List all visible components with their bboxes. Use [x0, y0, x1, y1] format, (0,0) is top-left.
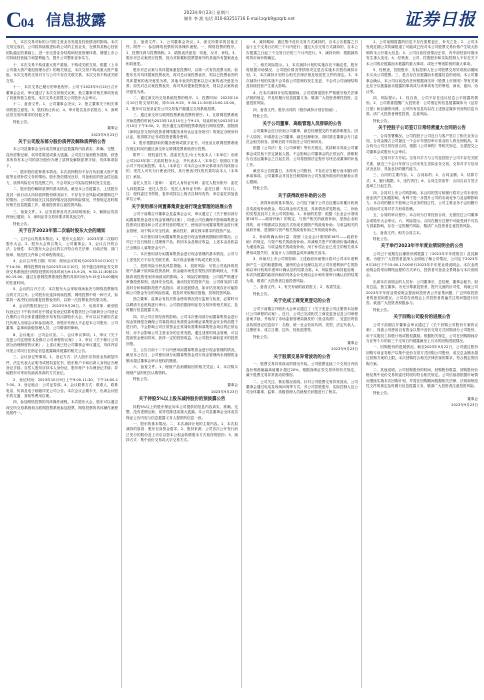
- body-paragraph: 4、会议召开的日期、时间：现场会议时间为2023年10月10日下午14:30；网络投票时间为2023年10月10日，其中通过深圳证券交易所交易系统进行网络投票的具体时间为9:15-9:25，9:30-11:30和13:00-15:00；通过互联网投票系统投票的具体时间为9:15至15:00期间的任意时间。: [6, 259, 118, 285]
- text-column-4: [366, 40, 478, 688]
- notice-heading: 关于控股子公司签订日常经营重大合同的公告: [378, 126, 466, 132]
- body-paragraph: 1、公司前期披露的信息不存在需要更正、补充之处；2、公司未发现近期公共传媒报道了可能或已经对本公司股票交易价格产生较大影响的未公开重大信息；3、公司目前经营情况正常，内外部经营环境未发生重大变化；4、经核查，公司、控股股东和实际控制人不存在关于本公司的应披露而未披露的重大事项，或处于筹划阶段的重大事项。: [366, 40, 478, 66]
- body-paragraph: 持股5%以上的股东保证向本公司提供的信息内容真实、准确、完整，没有虚假记载、误导性陈述或重大遗漏。本公司及董事会全体成员保证公告内容与信息披露义务人提供的信息一致。: [126, 404, 238, 420]
- body-paragraph: 六、备查文件。1、理财产品到期赎回的相关凭证；2、本次购买理财产品的相关认购资料。: [126, 365, 238, 375]
- body-paragraph: 二、通过深交所交易系统投票的程序。1、投票时间：2023年10月10日的交易时间，即9:15-9:25，9:30-11:30和13:00-15:00。2、股东可以登录证券公司交易客户端通过交易系统投票。: [126, 96, 238, 111]
- notice-signature: 董事会: [467, 397, 478, 402]
- body-paragraph: 出席本次说明会的人员有：公司董事长、总经理、董事会秘书、财务总监、独立董事。为充分尊重投资者、提升交流的针对性，现就公司2023年半年度业绩说明会提前向投资者公开征集问题，广泛听取投资者的意见和建议。公司将在说明会上对投资者普遍关注的问题进行回答。欢迎广大投资者积极参与。: [366, 279, 478, 306]
- body-paragraph: 公司董事会近日收到公司董事、副总经理提交的书面辞职报告。因个人原因，申请辞去公司董事、副总经理职务，同时辞去董事会专门委员会相关职务。辞职后将不再担任公司任何职务。: [246, 129, 358, 144]
- body-paragraph: 公司于前期召开股东大会审议通过了《关于变更公司注册资本及修订公司章程的议案》。近日，公司已完成相关工商变更登记及公司章程备案手续，并取得了市场监督管理局换发的《营业执照》，变更后的营业执照登记信息如下：名称、统一社会信用代码、类型、法定代表人、注册资本、成立日期、住所、经营范围等。: [246, 306, 358, 333]
- body-paragraph: 特此公告。: [253, 334, 271, 339]
- body-paragraph: 二、公司关注、核实情况说明。针对公司股票交易异常波动，公司董事会通过电话及现场问询等方式，对公司控股股东、实际控制人及公司全体董事、监事、高级管理人员就相关问题进行了核实。: [246, 379, 358, 395]
- body-paragraph: 截至本公告披露日，未持有公司股份，不存在应当履行而未履行的承诺事项。公司董事会对其在任职期间为公司发展所做出的贡献表示衷心感谢。: [246, 169, 358, 184]
- notice-signature: 2023年9月23日: [211, 389, 238, 394]
- body-paragraph: 二、本次使用部分闲置募集资金进行现金管理的基本情况。公司与上述受托方不存在关联关系，本次现金管理不构成关联交易。: [126, 252, 238, 262]
- notice-heading: 关于回购公司股份的进展公告: [393, 315, 451, 321]
- body-paragraph: 十一、本次交易已履行的审批程序。公司于2023年9月22日召开董事会会议，审议通过了本次交易相关议案，独立董事对相关事项发表了同意的独立意见。本次交易无需提交公司股东大会审议。: [6, 85, 118, 101]
- page-number: C04: [6, 7, 34, 32]
- notice-heading: 关于使用部分闲置募集资金进行现金管理的进展公告: [131, 204, 233, 210]
- body-paragraph: 三、会议登记等事项。1、登记方式：法人股东应持营业执照复印件、法定代表人证明书或授权委托书、股东账户卡和出席人身份证办理登记手续；自然人股东应持本人身份证、股东账户卡办理登记手续；异地股东可采用信函或传真的方式登记。: [6, 355, 118, 376]
- body-paragraph: 二、股东股份解除质押的基本情况。截至本公告披露日，上述股东及其一致行动人所持质押股份情况如下，不存在平仓风险或被强制过户的情形，公司将持续关注其质押情况及质押风险情况，并按规定及时做好相关信息披露工作，敬请投资者注意投资风险。: [6, 187, 118, 208]
- body-paragraph: 特此公告。: [373, 236, 391, 241]
- body-paragraph: 8、会议地点：公司会议室。二、会议审议事项。1、审议《关于变更公司注册资本及修订公司章程的议案》；2、审议《关于修订公司部分治理制度的议案》。上述议案已经公司董事会审议通过，具体内容详见公司同日在指定信息披露媒体披露的相关公告。: [6, 332, 118, 353]
- body-paragraph: 5、经核查，控股股东、实际控制人在公司股票交易异常波动期间未买卖公司股票。三、是否存在应披露而未披露信息的说明。本公司董事会确认，本公司目前没有任何根据深交所《股票上市规则》等有关规定应予以披露而未披露的事项或与该事项有关的筹划、商谈、意向、协议等。: [366, 68, 478, 94]
- body-paragraph: 三、备查文件。1、有关补助的政府批文；2、收款凭证。: [253, 285, 344, 290]
- body-paragraph: 5、会议的召开方式：本次股东大会采取现场表决与网络投票相结合的方式召开。公司股东应选择现场投票、网络投票中的一种方式，如果同一表决权出现重复投票表决的，以第一次投票表决结果为准。: [6, 287, 118, 303]
- body-paragraph: 2、补助的确认和计量：按照《企业会计准则第16号——政府补助》的规定，与资产相关的政府补助，冲减相关资产的账面价值或确认为递延收益；与收益相关的政府补助，用于补偿企业已发生的相关成本费用或损失的，直接计入当期损益或冲减相关成本。: [246, 234, 358, 255]
- notice-signature: 2023年9月23日: [451, 403, 478, 408]
- notice-heading: 关于股票交易异常波动的公告: [273, 354, 331, 360]
- body-paragraph: 特此公告。: [373, 118, 391, 123]
- body-paragraph: 委托人签名（盖章）：委托人身份证号码：委托人股东账号：委托人持股数量：受托人签名：受托人身份证号码：委托日期：年月日。注：授权委托书剪报、复印或按以上格式自制均有效；单位委托须加盖单位公章。: [126, 181, 238, 202]
- body-paragraph: 特此公告。: [253, 186, 271, 191]
- body-paragraph: 特此公告。: [13, 119, 31, 124]
- body-paragraph: 特此公告。: [253, 291, 271, 296]
- body-paragraph: 公司已于前期在巨潮资讯网披露了《2023年半年度报告》及其摘要。为便于广大投资者更深入全面地了解公司情况，公司定于2023年9月28日下午15:00-17:00举行2023年半年度业绩说明会。本次业绩说明会将采用网络远程的方式举行，投资者可登录全景网参与本次说明会。: [366, 251, 478, 278]
- notice-signature: 2023年9月23日: [331, 347, 358, 352]
- body-paragraph: 十二、备查文件。1、公司董事会决议；2、独立董事关于相关事项的独立意见；3、股权转让协议；4、审计报告及评估报告；5、深圳证券交易所要求的其他文件。: [6, 102, 118, 118]
- body-paragraph: 三、备查文件。1、证券质押及司法冻结明细表；2、解除证券质押登记通知；3、深圳证券交易所要求的其他文件。: [6, 209, 118, 220]
- body-paragraph: 本公司及董事会全体成员保证信息披露的内容真实、准确、完整，没有虚假记载、误导性陈述或重大遗漏。公司近日接到股东通知，获悉其所持有本公司的部分股份办理了质押及解除质押手续，具体事项如下。: [6, 147, 118, 168]
- body-paragraph: 股东对总议案与具体提案重复投票时，以第一次有效投票为准。如股东先对具体提案投票表决，再对总议案投票表决，则以已投票表决的具体提案的表决意见为准，其他未表决的提案以总议案的表决意见为准；如先对总议案投票表决，再对具体提案投票表决，则以总议案的表决意见为准。: [126, 68, 238, 94]
- notice-signature: 董事会: [107, 126, 118, 131]
- body-paragraph: 6、会议的股权登记日：2023年9月28日。7、出席对象：截至股权登记日下午收市时在中国证券登记结算有限责任公司深圳分公司登记在册的公司全体普通股股东均有权出席股东大会，并可以以书面形式委托代理人出席会议和参加表决，该股东代理人不必是本公司股东；公司董事、监事和高级管理人员；公司聘请的律师。: [6, 304, 118, 331]
- body-paragraph: 二、交易对手方介绍。交易对手方与公司及控股子公司不存在关联关系，最近三个会计年度与公司未发生类似业务交易。交易对手方信用状况良好，具备良好的履约能力。: [366, 156, 478, 172]
- body-paragraph: 五、公告日前十二个月内使用闲置募集资金进行现金管理的情况。截至本公告日，公司使用部分闲置募集资金进行现金管理尚未到期的金额未超过董事会审议授权的额度。: [126, 348, 238, 363]
- publication-date: 2023年9月23日 星期六: [184, 10, 230, 15]
- body-paragraph: 4、在本次减持计划实施期间，公司将督促股东严格遵守相关法律法规的规定，并及时履行信息披露义务。敬请广大投资者理性投资，注意投资风险。: [246, 90, 358, 106]
- masthead: [6, 6, 478, 38]
- notice-heading: 关于获得政府补助的公告: [277, 193, 327, 199]
- notice-heading: 关于完成工商变更登记的公告: [273, 299, 331, 305]
- body-paragraph: 3、股东根据获取的服务密码或数字证书，可登录互联网投票系统在规定时间内通过深交所互联网投票系统进行投票。: [126, 141, 238, 151]
- body-paragraph: 十、本次交易不构成重大资产重组，不构成关联交易。根据《上市公司重大资产重组管理办法》的相关规定，本次交易不构成重大资产重组。本次交易的交易对方与公司不存在关联关系，本次交易不构成关联交易。: [6, 62, 118, 83]
- text-column-3: [246, 40, 362, 688]
- body-paragraph: 特此公告。: [13, 221, 31, 226]
- body-paragraph: 三、投资风险分析及风控措施。1、投资风险：尽管公司选择的投资产品属于低风险投资品种，但金融市场受宏观经济的影响较大，不排除该项投资受到市场波动的影响。2、风险控制措施：公司将严格遵守审慎投资原则，选择安全性高、流动性好的投资产品；公司财务部门将及时分析和跟踪投资产品投向、项目进展情况，如评估发现存在可能影响公司资金安全的风险因素，将及时采取相应措施，控制投资风险。: [126, 263, 238, 295]
- body-paragraph: 特此公告。: [373, 390, 391, 395]
- body-paragraph: 一、获得补助的基本情况。公司及下属子公司自近期以来累计收到各类政府补助资金，均以现金形式发放，具体情况详见附表。二、补助的类型及其对上市公司的影响。1、补助的类型：根据《企业会计准则第16号——政府补助》的规定，与资产相关的政府补助，是指企业取得的、用于购建或以其他方式形成长期资产的政府补助；与收益相关的政府补助，是指除与资产相关的政府补助之外的政府补助。: [246, 201, 358, 233]
- body-paragraph: 4、减持期间：通过集中竞价交易方式减持的，自本公告披露之日起十五个交易日后的三个月内进行；通过大宗交易方式减持的，自本公告披露之日起三个交易日后的三个月内进行。5、减持价格：根据减持时的市场价格确定。: [246, 40, 358, 61]
- body-paragraph: 四、参加网络投票的具体操作流程。本次股东大会，股东可以通过深交所交易系统和互联网投票系统参加投票，网络投票的具体操作流程见附件一。: [6, 400, 118, 416]
- body-paragraph: 四、对公司日常经营的影响。公司本次使用部分闲置募集资金进行现金管理是在确保公司募投项目所需资金和保证募集资金安全的前提下进行的，不会影响公司日常资金正常周转需要和募集资金项目的正常运转，亦不会影响公司主营业务的正常发展。通过适度的现金管理，可以提高资金使用效率，获得一定的投资收益，为公司股东谋取更多的投资回报。: [126, 314, 238, 346]
- body-paragraph: 一、股票交易异常波动的情况介绍。公司股票连续三个交易日内收盘价格涨幅偏离值累计超过20%，根据深圳证券交易所的有关规定，属于股票交易异常波动的情形。: [246, 362, 358, 378]
- notice-signature: 2023年9月23日: [91, 132, 118, 137]
- body-paragraph: 三、相关风险提示。1、本次减持计划的实施存在不确定性，股东将根据市场情况、公司股价情况等情形决定是否实施本次股份减持计划。2、本次减持计划符合相关法律法规及规范性文件的规定。3、本次减持计划的实施不会导致公司控制权发生变更，不会对公司治理结构及持续经营产生重大影响。: [246, 62, 358, 89]
- body-paragraph: 三、合同的主要内容。1、合同标的；2、合同金额；3、结算方式；4、履行期限；5、违约责任；6、合同生效条件：合同自双方签字盖章之日起生效。: [366, 173, 478, 189]
- body-paragraph: 特此公告。: [373, 307, 391, 312]
- article-columns: [6, 40, 478, 688]
- body-paragraph: 四、备查文件。股东出具的《股份减持计划告知函》。: [253, 107, 340, 112]
- body-paragraph: 一、回购股份的进展情况。截至2023年9月22日，公司通过股份回购专用证券账户以集中竞价交易方式回购公司股份，成交总金额未超过回购方案的上限。本次回购符合相关法律法规的要求，符合既定的回购方案。: [366, 345, 478, 366]
- body-paragraph: 一、本次使用部分闲置募集资金进行现金管理到期赎回的情况。公司已于近日赎回上述理财产品，收回本金及相应收益，上述本金及收益已全额存入募集资金专户。: [126, 234, 238, 250]
- editor-contact: 制作 李 波 电话 010-83251716 E-mail:zqrb9@zqrb.net: [184, 16, 295, 21]
- notice-signature: 董事会: [227, 383, 238, 388]
- body-paragraph: 公司于前期召开董事会审议通过了《关于回购公司股份方案的议案》，同意公司使用自有资金以集中竞价交易方式回购部分公司股份，用于实施员工持股计划或股权激励。根据相关规定，公司在回购期间应当在每个月的前三个交易日内披露截至上月末的回购进展情况。: [366, 322, 478, 343]
- body-paragraph: 一、股东股份质押基本情况。本次质押股份不存在负担重大资产重组等业绩补偿义务的情形。股东资信情况良好，具备相应的资金偿还能力，质押风险在可控范围之内，不会导致公司实际控制权发生变更。: [6, 170, 118, 185]
- body-paragraph: 公司于前期召开董事会及监事会会议，审议通过了《关于使用部分闲置募集资金进行现金管理的议案》，同意公司在确保不影响募集资金投资项目建设和公司正常经营的情况下，使用部分闲置募集资金进行现金管理，用于购买安全性高、流动性好、满足保本要求的投资产品。: [126, 212, 238, 233]
- body-paragraph: 一、召开会议的基本情况。1、股东大会届次：2023年第二次临时股东大会。2、股东大会的召集人：公司董事会。3、会议召开的合法、合规性：本次股东大会会议的召开符合有关法律、行政法规、部门规章、规范性文件和公司章程的规定。: [6, 236, 118, 257]
- notice-heading: 关于公司股东部分股份质押及解除质押的公告: [18, 139, 106, 145]
- section-title: 信息披露: [46, 11, 107, 29]
- notice-heading: 关于举行2023年半年度业绩说明会的公告: [380, 244, 464, 250]
- notice-signature: 董事会: [347, 341, 358, 345]
- body-paragraph: 2、登记时间：2023年10月9日上午9:00-11:30，下午14:00-17:00。3、登记地点：公司证券部。4、会议联系方式：联系人、联系电话、传真及电子邮箱详见公司公告。本次会议会期半天，出席会议股东的交通、食宿等费用自理。: [6, 377, 118, 398]
- body-paragraph: 附件二：授权委托书。兹委托先生/女士代表本人（本单位）出席公司2023年第二次临时股东大会，并代表本人（本单位）依照以下指示对下列议案投票。本人（本单位）对本次会议审议事项未作具体指示的，受托人可代为行使表决权，其行使表决权的后果均由本人（本单位）承担。: [126, 153, 238, 179]
- body-paragraph: 一、合同签署概况。公司控股子公司近日与客户签订了相关业务合同，合同金额占公司最近一个会计年度经审计营业收入的比例较高。本合同为公司日常经营合同，根据《公司章程》等相关规定，无需提交公司董事会或股东大会审议。: [366, 133, 478, 154]
- body-paragraph: 三、通过深交所互联网投票系统投票的程序。1、互联网投票系统开始投票的时间为2023年10月10日上午9:15，结束时间为2023年10月10日下午3:00。2、股东通过互联网投票系统进行网络投票，需按照《深圳证券交易所投资者网络服务身份认证业务指引》的规定办理身份认证，取得数字证书或投资者服务密码。: [126, 113, 238, 139]
- body-paragraph: 五、合同的审议程序。本合同为日常经营合同，无需经过公司董事会或股东大会审议。六、风险提示。合同在履行过程中可能受到不可抗力因素影响，存在一定的履约风险，敬请广大投资者注意投资风险。: [366, 213, 478, 229]
- body-paragraph: 九、本次交易对标的公司的主营业务发展及经营情况的影响。本次交易完成后，公司将持续推进标的公司的主营业务，在保持其核心经营团队稳定的基础上，进一步完善业务结构和经营管理体系，增强上市公司持续经营能力和盈利能力，提升公司整体竞争实力。: [6, 40, 118, 61]
- notice-heading: 关于召开2023年第二次临时股东大会的通知: [18, 229, 106, 235]
- newspaper-logo: 证券日报: [404, 10, 476, 30]
- body-paragraph: 3、补助对上市公司的影响：上述政府补助预计将对公司本年度利润产生一定的积极影响，最终的会计处理以及对公司年度利润产生的影响以审计机构年度审计确认后的结果为准。4、风险提示和其他说明：本次所披露的政府补助的具体会计处理以会计师年度审计确认后的结果为准，敬请广大投资者注意投资风险。: [246, 257, 358, 283]
- body-paragraph: 根据《公司法》及《公司章程》等有关规定，其辞职未导致公司董事会成员低于法定最低人数，不会影响公司董事会的正常运作，辞职报告自送达董事会之日起生效。公司将按照法定程序尽快完成董事的补选工作。: [246, 146, 358, 167]
- text-column-2: [126, 40, 242, 688]
- body-paragraph: 特此公告。: [133, 377, 151, 382]
- body-paragraph: 七、备查文件。相关合同文本。: [373, 230, 424, 235]
- body-paragraph: 四、风险提示。1、经自查，公司不存在违反信息公平披露的情形。2、公司郑重提醒广大投资者：公司指定的信息披露媒体为《证券日报》和巨潮资讯网，公司所有信息均以在上述指定媒体刊登的信息为准。请广大投资者理性投资，注意风险。: [366, 96, 478, 117]
- notice-heading: 关于公司董事、高级管理人员辞职的公告: [262, 121, 342, 127]
- dateline: [184, 10, 384, 22]
- notice-heading: 关于持股5%以上股东减持股份的预披露公告: [138, 397, 226, 403]
- body-paragraph: 四、合同对上市公司的影响。本合同的签订和履行将对公司未来经营业绩产生积极影响，有利于进一步提升公司的市场竞争力及品牌影响力。本合同的履行不影响公司业务的独立性，公司主要业务不会因履行合同而对交易对手方形成依赖。: [366, 190, 478, 211]
- body-paragraph: 独立董事、监事会有权对资金使用情况进行监督与检查，必要时可以聘请专业机构进行审计。公司将依据深圳证券交易所的相关规定，及时履行信息披露义务。: [126, 297, 238, 313]
- body-paragraph: 特此公告。: [253, 114, 271, 119]
- text-column-1: [6, 40, 122, 688]
- body-paragraph: 一、股东的基本情况。二、本次减持计划的主要内容。1、本次拟减持的原因：股东自身资金需求。2、股份来源：公司首次公开发行前已发行的股份及上市后以资本公积金转增股本方式取得的股份。3、减持方式：集中竞价交易或大宗交易方式。: [126, 422, 238, 443]
- body-paragraph: 二、其他说明。公司回购股份的时间、回购股份数量、回购股份价格及集中竞价交易的委托时段均符合相关规定。公司后续将根据市场情况继续实施本次回购计划，并将在回购期间根据相关法律、法规和规范性文件的规定及时履行信息披露义务，敬请广大投资者注意投资风险。: [366, 368, 478, 389]
- body-paragraph: 五、备查文件。1、公司董事会决议；2、深交所要求的其他文件。附件一：参加网络投票的具体操作流程。一、网络投票的程序。1、投票代码与投票简称。2、填报表决意见：同意、反对、弃权。3、股东对总议案进行投票，视为对除累积投票提案外的其他所有提案表达相同意见。: [126, 40, 238, 66]
